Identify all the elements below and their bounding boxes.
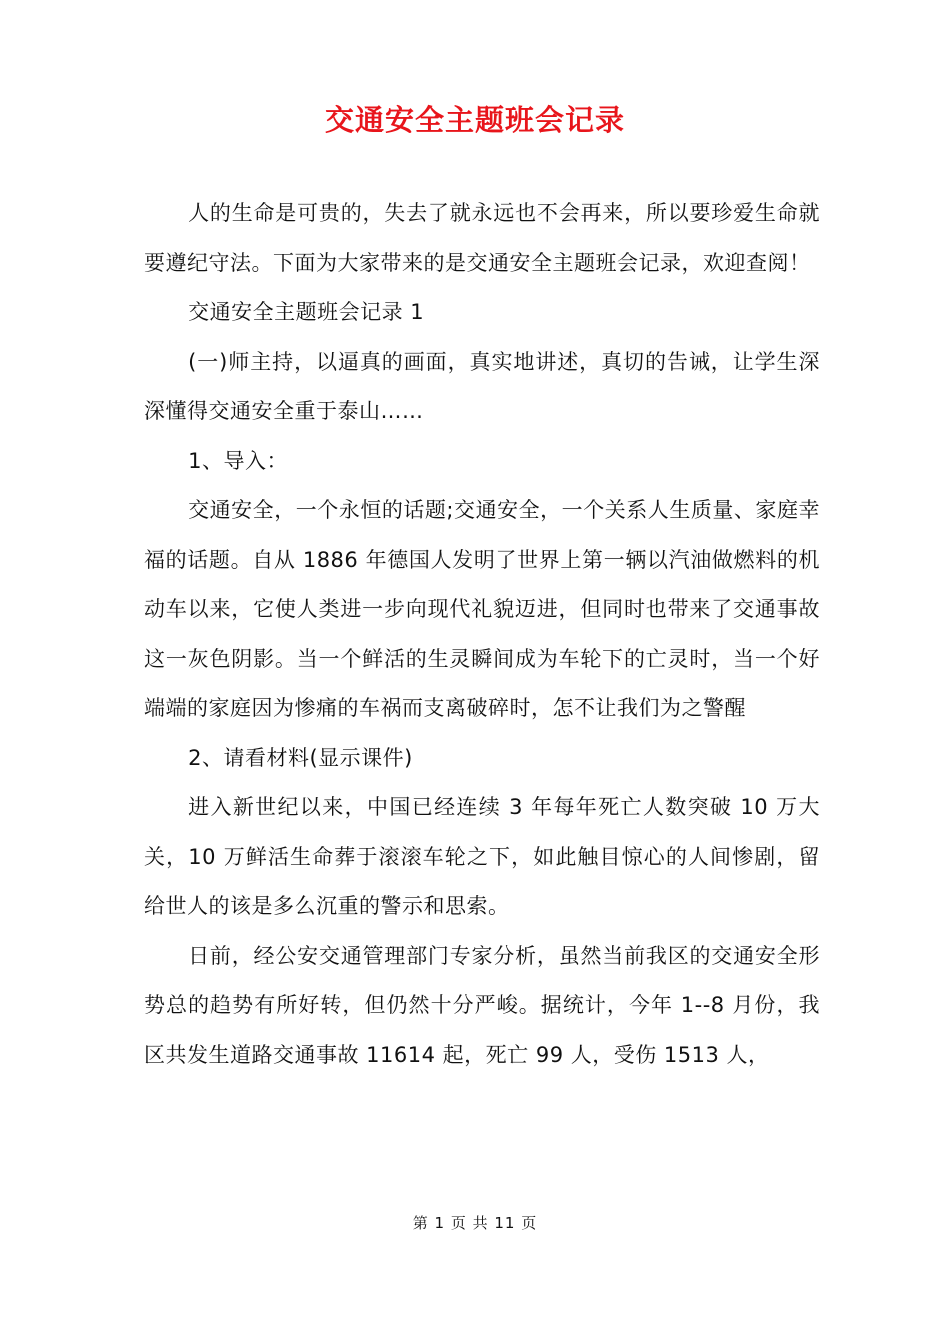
paragraph-item-2: 2、请看材料(显示课件) (188, 745, 413, 770)
paragraph-item-1: 1、导入： (188, 448, 288, 473)
document-body (144, 189, 820, 1080)
page-footer: 第 1 页 共 11 页 (412, 1214, 538, 1232)
paragraph-intro: 人的生命是可贵的，失去了就永远也不会再来，所以要珍爱生命就要遵纪守法。下面为大家带来的是交通安全主题班会记录，欢迎查阅！ (144, 201, 820, 275)
paragraph-section-heading: 交通安全主题班会记录 1 (188, 300, 425, 324)
document-title: 交通安全主题班会记录 (324, 103, 625, 137)
paragraph-analysis: 日前，经公安交通管理部门专家分析，虽然当前我区的交通安全形势总的趋势有所好转，但仍然十分严峻。据统计，今年 1--8 月份，我区共发生道路交通事故 11614 起，死亡 99 人，受伤 1513 人， (144, 943, 820, 1067)
paragraph-host: (一)师主持，以逼真的画面，真实地讲述，真切的告诫，让学生深深懂得交通安全重于泰山…… (144, 349, 820, 423)
paragraph-statistics: 进入新世纪以来，中国已经连续 3 年每年死亡人数突破 10 万大关，10 万鲜活生命葬于滚滚车轮之下，如此触目惊心的人间惨剧，留给世人的该是多么沉重的警示和思索。 (144, 795, 820, 918)
paragraph-topic: 交通安全，一个永恒的话题;交通安全，一个关系人生质量、家庭幸福的话题。自从 1886 年德国人发明了世界上第一辆以汽油做燃料的机动车以来，它使人类进一步向现代礼貌迈进，但同时也带来了交通事故这一灰色阴影。当一个鲜活的生灵瞬间成为车轮下的亡灵时，当一个好端端的家庭因为惨痛的车祸而支离破碎时，怎不让我们为之警醒 (144, 498, 820, 720)
